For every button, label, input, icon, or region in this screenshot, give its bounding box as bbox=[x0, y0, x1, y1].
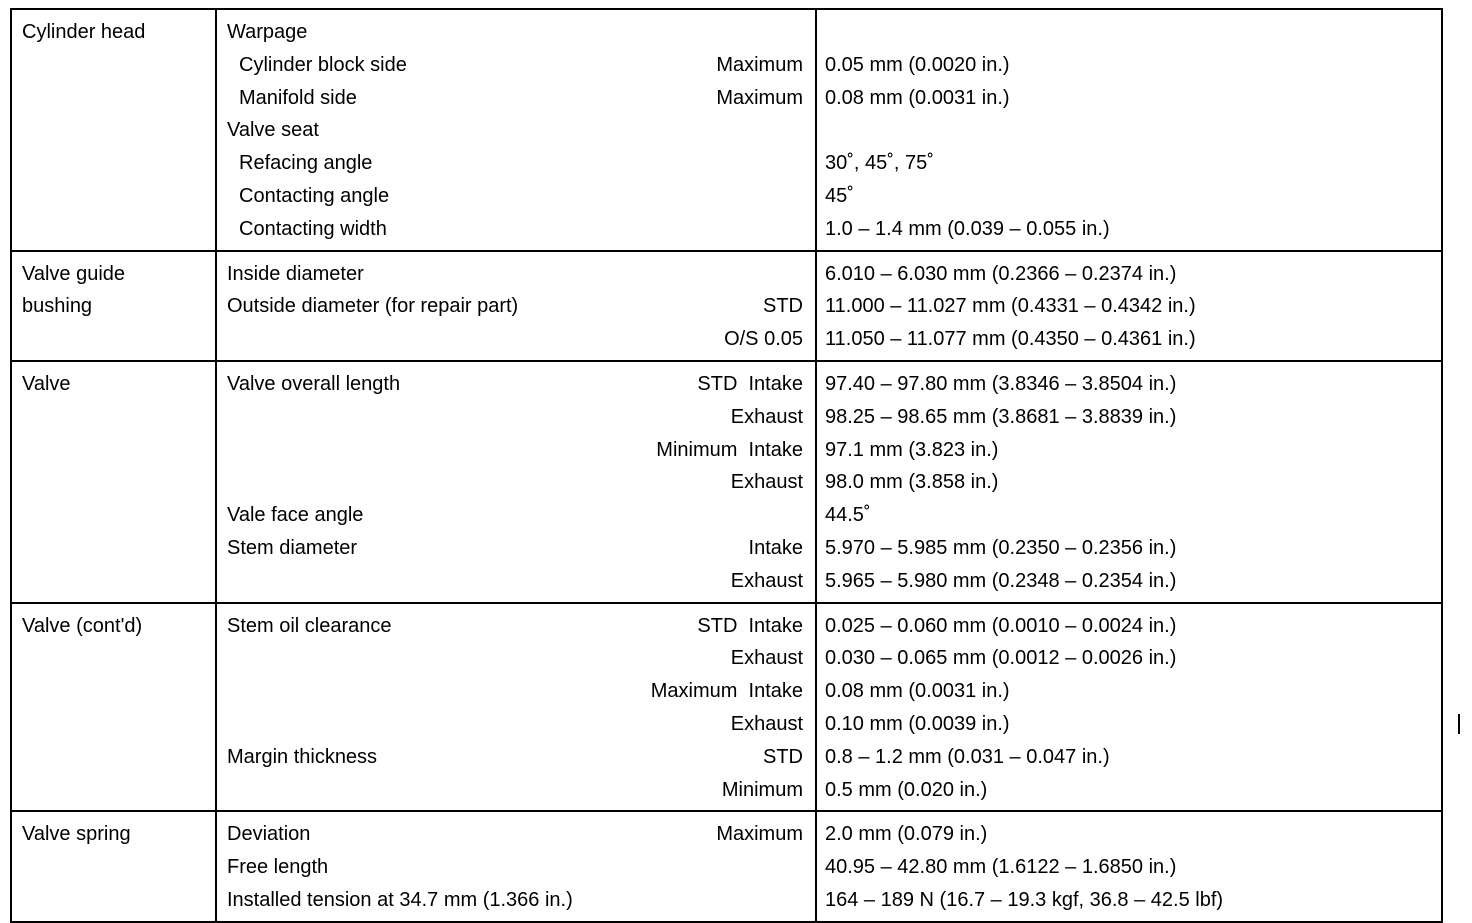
spec-row bbox=[227, 851, 803, 884]
spec-value: 0.025 – 0.060 mm (0.0010 – 0.0024 in.) bbox=[825, 614, 1177, 637]
component-cell bbox=[12, 812, 217, 920]
item-label: Manifold side bbox=[239, 86, 357, 109]
item-label: Contacting angle bbox=[239, 184, 390, 207]
item-qualifier: STD bbox=[763, 295, 803, 318]
spec-table bbox=[10, 8, 1443, 923]
component-name: Valve spring bbox=[22, 823, 131, 846]
item-label: Deviation bbox=[227, 823, 311, 846]
item-qualifier: Exhaust bbox=[730, 712, 803, 735]
item-cell bbox=[217, 604, 817, 811]
spec-value: 2.0 mm (0.079 in.) bbox=[825, 823, 988, 846]
spec-row bbox=[227, 532, 803, 565]
value-cell bbox=[817, 252, 1441, 360]
item-qualifier: Maximum bbox=[716, 823, 803, 846]
item-qualifier: Intake bbox=[748, 536, 803, 559]
spec-value: 97.40 – 97.80 mm (3.8346 – 3.8504 in.) bbox=[825, 372, 1177, 395]
value-cell bbox=[817, 604, 1441, 811]
item-cell bbox=[217, 362, 817, 602]
spec-value: 0.05 mm (0.0020 in.) bbox=[825, 53, 1010, 76]
item-qualifier: Exhaust bbox=[730, 405, 803, 428]
item-label: Free length bbox=[227, 856, 329, 879]
spec-value: 30˚, 45˚, 75˚ bbox=[825, 152, 934, 175]
value-cell bbox=[817, 812, 1441, 920]
scan-edge-mark bbox=[1458, 714, 1460, 734]
item-qualifier: Minimum bbox=[721, 778, 803, 801]
value-cell bbox=[817, 362, 1441, 602]
spec-value: 164 – 189 N (16.7 – 19.3 kgf, 36.8 – 42.5 lbf) bbox=[825, 888, 1224, 911]
spec-value: 5.965 – 5.980 mm (0.2348 – 0.2354 in.) bbox=[825, 569, 1177, 592]
item-label: Valve overall length bbox=[227, 372, 401, 395]
component-cell bbox=[12, 362, 217, 602]
spec-row bbox=[227, 884, 803, 917]
item-qualifier: Exhaust bbox=[730, 569, 803, 592]
spec-row bbox=[227, 642, 803, 675]
spec-value: 5.970 – 5.985 mm (0.2350 – 0.2356 in.) bbox=[825, 536, 1177, 559]
spec-row bbox=[227, 401, 803, 434]
spec-row bbox=[227, 323, 803, 356]
spec-value: 44.5˚ bbox=[825, 504, 871, 527]
spec-section bbox=[12, 10, 1441, 252]
spec-row bbox=[227, 258, 803, 291]
spec-row bbox=[227, 499, 803, 532]
spec-row bbox=[227, 466, 803, 499]
item-label: Refacing angle bbox=[239, 152, 373, 175]
component-name: bushing bbox=[22, 295, 93, 318]
item-qualifier: Maximum bbox=[716, 86, 803, 109]
value-cell bbox=[817, 10, 1441, 250]
spec-value: 0.08 mm (0.0031 in.) bbox=[825, 680, 1010, 703]
item-label: Installed tension at 34.7 mm (1.366 in.) bbox=[227, 888, 573, 911]
item-label: Warpage bbox=[227, 21, 308, 43]
item-qualifier: Maximum bbox=[716, 53, 803, 76]
item-qualifier: STD Intake bbox=[697, 614, 803, 637]
spec-value: 40.95 – 42.80 mm (1.6122 – 1.6850 in.) bbox=[825, 856, 1177, 879]
item-label: Outside diameter (for repair part) bbox=[227, 295, 519, 318]
component-name: Valve guide bbox=[22, 262, 126, 285]
spec-value: 0.5 mm (0.020 in.) bbox=[825, 778, 988, 801]
item-label: Margin thickness bbox=[227, 745, 378, 768]
item-label: Vale face angle bbox=[227, 504, 364, 527]
component-cell bbox=[12, 10, 217, 250]
spec-value: 0.10 mm (0.0039 in.) bbox=[825, 712, 1010, 735]
item-qualifier: Exhaust bbox=[730, 647, 803, 670]
item-label: Inside diameter bbox=[227, 262, 364, 285]
spec-value: 0.8 – 1.2 mm (0.031 – 0.047 in.) bbox=[825, 745, 1110, 768]
item-label: Stem oil clearance bbox=[227, 614, 392, 637]
item-label: Stem diameter bbox=[227, 536, 358, 559]
spec-row bbox=[227, 82, 803, 115]
spec-row bbox=[227, 708, 803, 741]
spec-row bbox=[227, 290, 803, 323]
spec-row bbox=[227, 565, 803, 598]
spec-section bbox=[12, 362, 1441, 604]
component-name: Valve bbox=[22, 372, 71, 395]
item-qualifier: Minimum Intake bbox=[656, 438, 803, 461]
item-label: Contacting width bbox=[239, 217, 387, 240]
spec-row bbox=[227, 368, 803, 401]
item-qualifier: O/S 0.05 bbox=[724, 328, 803, 351]
spec-row bbox=[227, 434, 803, 467]
spec-section bbox=[12, 604, 1441, 813]
spec-value: 0.08 mm (0.0031 in.) bbox=[825, 86, 1010, 109]
spec-row bbox=[227, 114, 803, 147]
spec-value: 0.030 – 0.065 mm (0.0012 – 0.0026 in.) bbox=[825, 647, 1177, 670]
item-label: Valve seat bbox=[227, 119, 319, 142]
spec-value: 98.0 mm (3.858 in.) bbox=[825, 471, 999, 494]
item-label: Cylinder block side bbox=[239, 53, 407, 76]
component-name: Valve (cont'd) bbox=[22, 614, 143, 637]
spec-value: 98.25 – 98.65 mm (3.8681 – 3.8839 in.) bbox=[825, 405, 1177, 428]
item-qualifier: Maximum Intake bbox=[650, 680, 803, 703]
spec-row bbox=[227, 147, 803, 180]
spec-value: 45˚ bbox=[825, 184, 854, 207]
item-qualifier: STD bbox=[763, 745, 803, 768]
spec-row bbox=[227, 818, 803, 851]
spec-value bbox=[825, 16, 1441, 49]
spec-value: 6.010 – 6.030 mm (0.2366 – 0.2374 in.) bbox=[825, 262, 1177, 285]
spec-row bbox=[227, 774, 803, 807]
item-qualifier: STD Intake bbox=[697, 372, 803, 395]
item-cell bbox=[217, 10, 817, 250]
spec-row bbox=[227, 16, 803, 49]
spec-section bbox=[12, 252, 1441, 362]
spec-value: 11.050 – 11.077 mm (0.4350 – 0.4361 in.) bbox=[825, 328, 1196, 351]
item-qualifier: Exhaust bbox=[730, 471, 803, 494]
spec-row bbox=[227, 675, 803, 708]
component-cell bbox=[12, 252, 217, 360]
component-name: Cylinder head bbox=[22, 21, 146, 43]
spec-value: 11.000 – 11.027 mm (0.4331 – 0.4342 in.) bbox=[825, 295, 1196, 318]
spec-row bbox=[227, 610, 803, 643]
spec-row bbox=[227, 741, 803, 774]
spec-value: 1.0 – 1.4 mm (0.039 – 0.055 in.) bbox=[825, 217, 1110, 240]
item-cell bbox=[217, 812, 817, 920]
spec-value: 97.1 mm (3.823 in.) bbox=[825, 438, 999, 461]
item-cell bbox=[217, 252, 817, 360]
spec-value bbox=[825, 114, 1441, 147]
spec-row bbox=[227, 180, 803, 213]
spec-row bbox=[227, 49, 803, 82]
component-cell bbox=[12, 604, 217, 811]
spec-row bbox=[227, 213, 803, 246]
spec-section bbox=[12, 812, 1441, 920]
